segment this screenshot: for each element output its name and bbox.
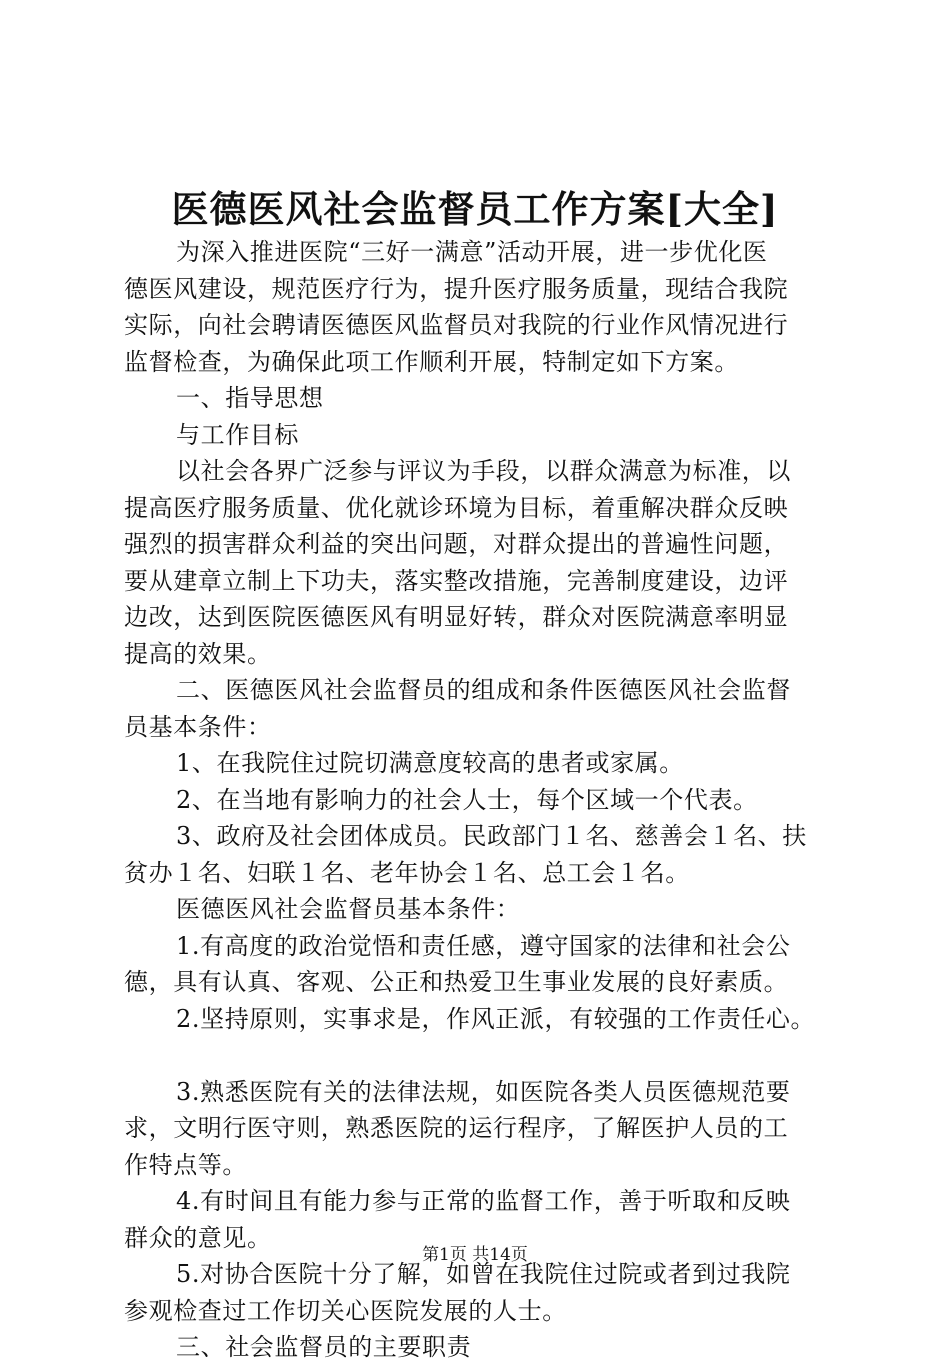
body-line: 边改，达到医院医德医风有明显好转，群众对医院满意率明显 — [124, 603, 789, 631]
body-line: 参观检查过工作切关心医院发展的人士。 — [124, 1296, 567, 1325]
body-line: 提高医疗服务质量、优化就诊环境为目标，着重解决群众反映 — [124, 493, 789, 522]
body-line: 4.有时间且有能力参与正常的监督工作，善于听取和反映 — [176, 1187, 791, 1215]
body-line: 德，具有认真、客观、公正和热爱卫生事业发展的良好素质。 — [124, 968, 789, 996]
body-line: 为深入推进医院“三好一满意”活动开展，进一步优化医 — [176, 238, 768, 266]
body-line: 5.对协合医院十分了解，如曾在我院住过院或者到过我院 — [176, 1260, 791, 1288]
body-line: 群众的意见。 — [124, 1223, 272, 1252]
body-line: 员基本条件： — [124, 712, 272, 741]
body-line: 三、社会监督员的主要职责 — [176, 1333, 472, 1361]
body-line: 1.有高度的政治觉悟和责任感，遵守国家的法律和社会公 — [176, 931, 791, 960]
body-line: 德医风建设，规范医疗行为，提升医疗服务质量，现结合我院 — [124, 274, 789, 303]
body-line: 3、政府及社会团体成员。民政部门１名、慈善会１名、扶 — [176, 822, 807, 850]
document-title: 医德医风社会监督员工作方案[大全] — [171, 187, 779, 231]
body-line: 求，文明行医守则，熟悉医院的运行程序，了解医护人员的工 — [124, 1114, 789, 1142]
document-body — [124, 234, 844, 1366]
body-line: 医德医风社会监督员基本条件： — [176, 895, 521, 923]
body-line: 监督检查，为确保此项工作顺利开展，特制定如下方案。 — [124, 347, 739, 376]
page-footer: 第1页 共14页 — [422, 1245, 528, 1265]
body-line: 贫办１名、妇联１名、老年协会１名、总工会１名。 — [124, 858, 690, 887]
body-line: 2、在当地有影响力的社会人士，每个区域一个代表。 — [176, 785, 758, 814]
body-line: 以社会各界广泛参与评议为手段，以群众满意为标准，以 — [176, 457, 791, 485]
body-line: 要从建章立制上下功夫，落实整改措施，完善制度建设，边评 — [124, 566, 789, 595]
body-line: 提高的效果。 — [124, 639, 272, 668]
body-line: 3.熟悉医院有关的法律法规，如医院各类人员医德规范要 — [176, 1077, 791, 1106]
body-line: 与工作目标 — [176, 420, 299, 449]
body-line: 强烈的损害群众利益的突出问题，对群众提出的普遍性问题， — [124, 530, 789, 558]
body-line: 二、医德医风社会监督员的组成和条件医德医风社会监督 — [176, 676, 791, 704]
body-line: 作特点等。 — [124, 1150, 247, 1179]
body-line: 2.坚持原则，实事求是，作风正派，有较强的工作责任心。 — [176, 1004, 816, 1033]
body-line: 一、指导思想 — [176, 384, 324, 412]
blank-line — [124, 1037, 844, 1074]
body-line: 1、在我院住过院切满意度较高的患者或家属。 — [176, 749, 684, 777]
body-line: 实际，向社会聘请医德医风监督员对我院的行业作风情况进行 — [124, 311, 789, 339]
